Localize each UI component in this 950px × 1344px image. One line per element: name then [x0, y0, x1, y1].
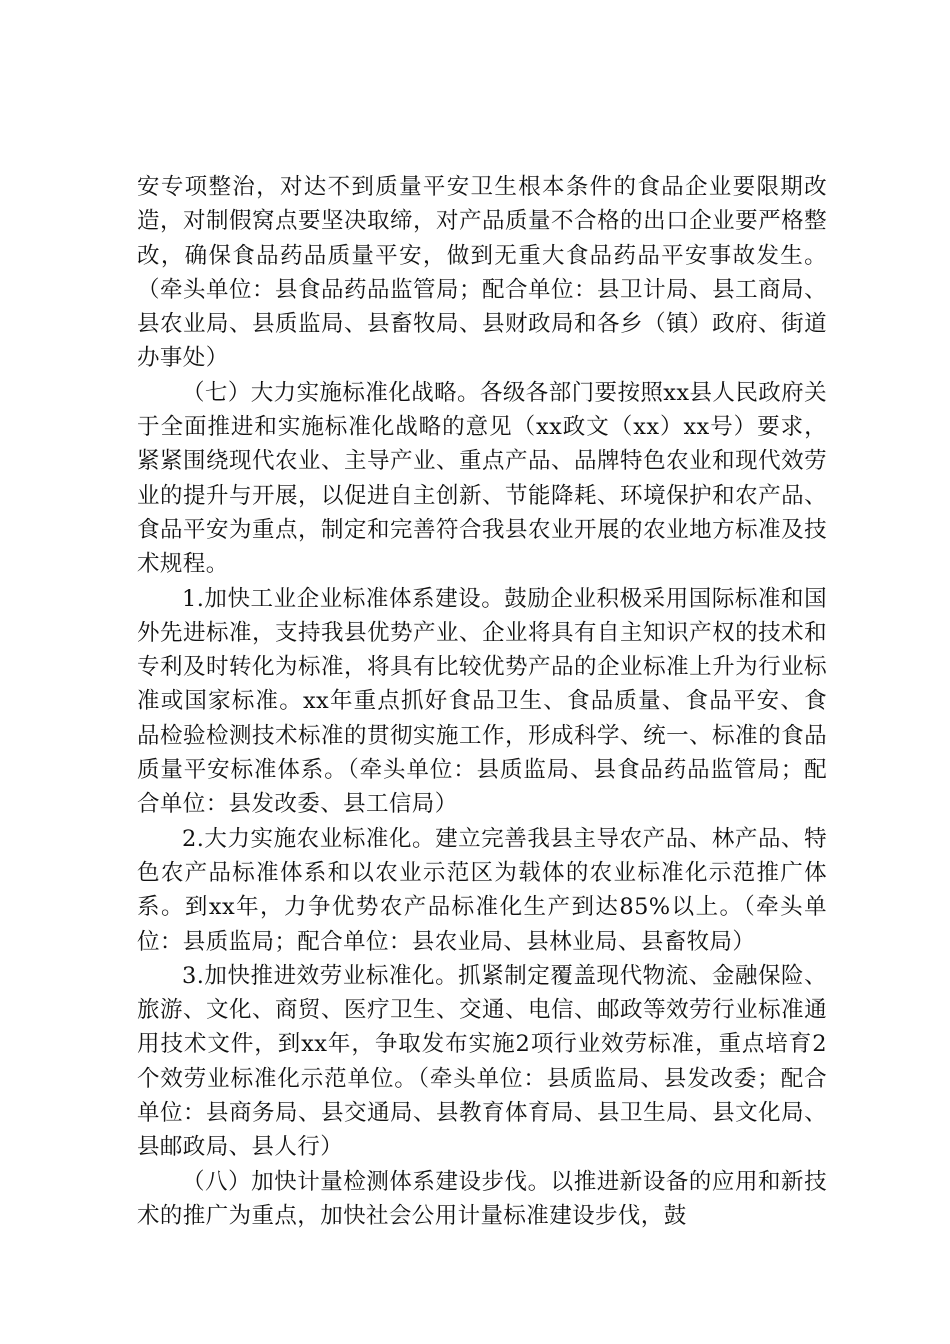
document-body [137, 170, 827, 1233]
paragraph-section-7: （七）大力实施标准化战略。各级各部门要按照xx县人民政府关于全面推进和实施标准化战略的意见（xx政文（xx）xx号）要求，紧紧围绕现代农业、主导产业、重点产品、品牌特色农业和现代效劳业的提升与开展，以促进自主创新、节能降耗、环境保护和农产品、食品平安为重点，制定和完善符合我县农业开展的农业地方标准及技术规程。 [137, 379, 827, 578]
paragraph-item-2: 2.大力实施农业标准化。建立完善我县主导农产品、林产品、特色农产品标准体系和以农业示范区为载体的农业标准化示范推广体系。到xx年，力争优势农产品标准化生产到达85%以上。（牵头单位：县质监局；配合单位：县农业局、县林业局、县畜牧局） [137, 825, 827, 955]
paragraph-continuation: 安专项整治，对达不到质量平安卫生根本条件的食品企业要限期改造，对制假窝点要坚决取缔，对产品质量不合格的出口企业要严格整改，确保食品药品质量平安，做到无重大食品药品平安事故发生。（牵头单位：县食品药品监管局；配合单位：县卫计局、县工商局、县农业局、县质监局、县畜牧局、县财政局和各乡（镇）政府、街道办事处） [137, 174, 827, 372]
paragraph-item-3: 3.加快推进效劳业标准化。抓紧制定覆盖现代物流、金融保险、旅游、文化、商贸、医疗卫生、交通、电信、邮政等效劳行业标准通用技术文件，到xx年，争取发布实施2项行业效劳标准，重点培育2个效劳业标准化示范单位。（牵头单位：县质监局、县发改委；配合单位：县商务局、县交通局、县教育体育局、县卫生局、县文化局、县邮政局、县人行） [137, 962, 827, 1161]
paragraph-section-8: （八）加快计量检测体系建设步伐。以推进新设备的应用和新技术的推广为重点，加快社会公用计量标准建设步伐，鼓 [137, 1168, 827, 1229]
paragraph-item-1: 1.加快工业企业标准体系建设。鼓励企业积极采用国际标准和国外先进标准，支持我县优势产业、企业将具有自主知识产权的技术和专利及时转化为标准，将具有比较优势产品的企业标准上升为行业标准或国家标准。xx年重点抓好食品卫生、食品质量、食品平安、食品检验检测技术标准的贯彻实施工作，形成科学、统一、标准的食品质量平安标准体系。（牵头单位：县质监局、县食品药品监管局；配合单位：县发改委、县工信局） [137, 585, 827, 818]
